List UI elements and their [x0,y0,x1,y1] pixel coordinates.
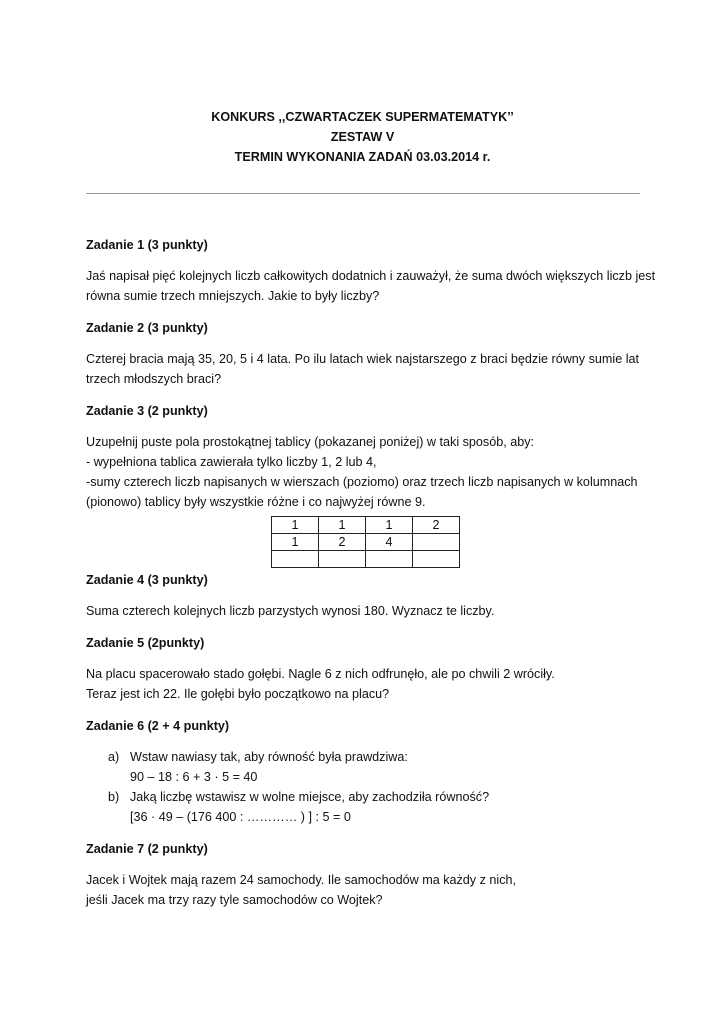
task-2-text: Czterej bracia mają 35, 20, 5 i 4 lata. Po ilu latach wiek najstarszego z braci będzie równy sumie lat trzech młodszych braci? [86,352,639,386]
tasks-content [86,235,656,910]
task-2-title: Zadanie 2 (3 punkty) [86,321,208,335]
document-header [0,107,725,167]
task-3-title: Zadanie 3 (2 punkty) [86,404,208,418]
table-cell [272,551,319,568]
table-row [272,534,460,551]
table-cell: 1 [319,517,366,534]
table-cell: 2 [319,534,366,551]
table-cell: 1 [272,534,319,551]
task-4-text: Suma czterech kolejnych liczb parzystych wynosi 180. Wyznacz te liczby. [86,604,495,618]
table-cell: 1 [272,517,319,534]
table-cell [366,551,413,568]
task-6-item-b: b) Jaką liczbę wstawisz w wolne miejsce, aby zachodziła równość? [36 · 49 – (176 400 : ………… ) ] : 5 = 0 [86,787,646,827]
table-cell: 1 [366,517,413,534]
header-deadline: TERMIN WYKONANIA ZADAŃ 03.03.2014 r. [234,150,491,164]
table-cell: 2 [413,517,460,534]
header-divider [86,193,640,194]
table-cell [319,551,366,568]
task-7-text: Jacek i Wojtek mają razem 24 samochody. Ile samochodów ma każdy z nich, jeśli Jacek ma trzy razy tyle samochodów co Wojtek? [86,873,517,907]
task-6-title: Zadanie 6 (2 + 4 punkty) [86,719,230,733]
task-5-text: Na placu spacerowało stado gołębi. Nagle 6 z nich odfrunęło, ale po chwili 2 wróciły. Teraz jest ich 22. Ile gołębi było początkowo na placu? [86,667,555,701]
table-row [272,517,460,534]
task-4-title: Zadanie 4 (3 punkty) [86,573,208,587]
table-cell [413,534,460,551]
table-cell: 4 [366,534,413,551]
task-1-text: Jaś napisał pięć kolejnych liczb całkowitych dodatnich i zauważył, że suma dwóch większych liczb jest równa sumie trzech mniejszych. Jakie to były liczby? [86,269,656,303]
table-cell [413,551,460,568]
task-1-title: Zadanie 1 (3 punkty) [86,238,208,252]
header-set: ZESTAW V [330,130,395,144]
task-7-title: Zadanie 7 (2 punkty) [86,842,208,856]
task-3-text: Uzupełnij puste pola prostokątnej tablicy (pokazanej poniżej) w taki sposób, aby: - wypełniona tablica zawierała tylko liczby 1, 2 lub 4, -sumy czterech liczb napisanych w wierszach (poziomo) oraz trzech liczb napisanych w kolumnach (pionowo) tablicy były wszystkie różne i co najwyżej równe 9. [86,435,638,509]
table-row [272,551,460,568]
list-marker: b) [108,790,120,804]
header-title: KONKURS ,,CZWARTACZEK SUPERMATEMATYK’’ [211,110,514,124]
list-marker: a) [108,750,120,764]
task-5-title: Zadanie 5 (2punkty) [86,636,205,650]
task-6-item-a: a) Wstaw nawiasy tak, aby równość była prawdziwa: 90 – 18 : 6 + 3 · 5 = 40 [86,747,646,787]
task-3-table [271,516,460,568]
